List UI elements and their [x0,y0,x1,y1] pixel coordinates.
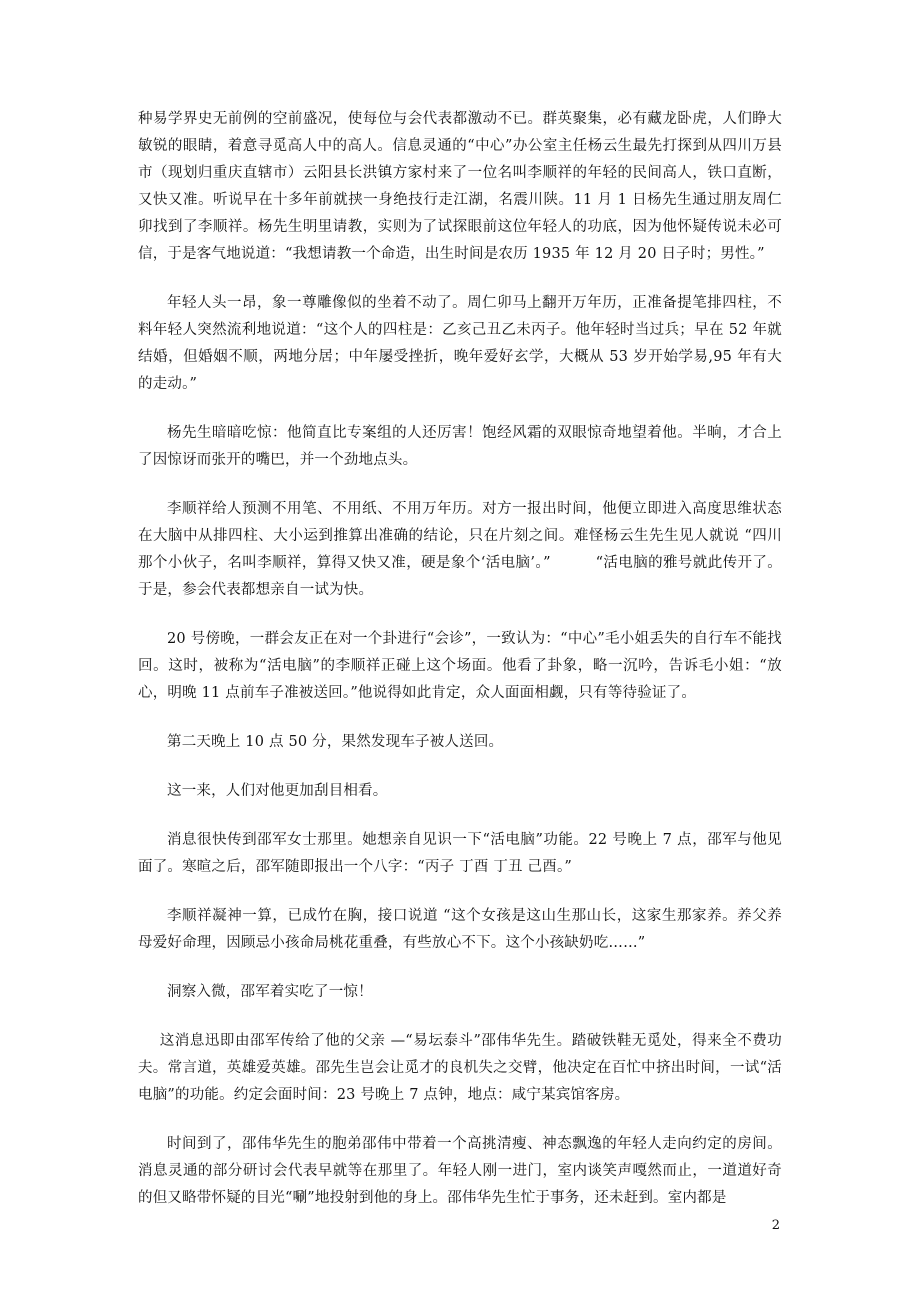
paragraph-gap [138,805,782,827]
page-number: 2 [771,1218,780,1233]
paragraph-gap [138,1006,782,1028]
document-page [138,106,782,1212]
paragraph-gap [138,398,782,420]
paragraph-gap [138,881,782,903]
paragraph-12: 时间到了，邵伟华先生的胞弟邵伟中带着一个高挑清瘦、神态飘逸的年轻人走向约定的房间。消息灵通的部分研讨会代表早就等在那里了。年轻人刚一进门，室内谈笑声嘎然而止，一道道好奇的但又略带怀疑的目光“唰”地投射到他的身上。邵伟华先生忙于事务，还未赶到。室内都是 [138,1136,782,1206]
paragraph-gap [138,474,782,496]
paragraph-9: 李顺祥凝神一算，已成竹在胸，接口说道 “这个女孩是这山生那山长，这家生那家养。养父养母爱好命理，因顾忌小孩命局桃花重叠，有些放心不下。这个小孩缺奶吃……” [138,908,782,951]
paragraph-1: 种易学界史无前例的空前盛况，使每位与会代表都激动不已。群英聚集，必有藏龙卧虎，人们睁大敏锐的眼睛，着意寻觅高人中的高人。信息灵通的“中心”办公室主任杨云生最先打探到从四川万县市（现划归重庆直辖市）云阳县长洪镇方家村来了一位名叫李顺祥的年轻的民间高人，铁口直断，又快又准。听说早在十多年前就挟一身绝技行走江湖，名震川陕。11 月 1 日杨先生通过朋友周仁卯找到了李顺祥。杨先生明里请教，实则为了试探眼前这位年轻人的功底，因为他怀疑传说未必可信，于是客气地说道：“我想请教一个命造，出生时间是农历 1935 年 12 月 20 日子时；男性。” [138,111,782,262]
paragraph-2: 年轻人头一昂，象一尊雕像似的坐着不动了。周仁卯马上翻开万年历，正准备提笔排四柱，不料年轻人突然流利地说道：“这个人的四柱是：乙亥己丑乙未丙子。他年轻时当过兵；早在 52 年就结婚，但婚姻不顺，两地分居；中年屡受挫折，晚年爱好玄学，大概从 53 岁开始学易,95 年有大的走动。” [138,295,782,392]
paragraph-10: 洞察入微，邵军着实吃了一惊！ [167,984,373,1000]
paragraph-gap [138,957,782,979]
paragraph-gap [138,268,782,290]
paragraph-gap [138,604,782,626]
paragraph-4: 李顺祥给人预测不用笔、不用纸、不用万年历。对方一报出时间，他便立即进入高度思维状态 在大脑中从排四柱、大小运到推算出准确的结论，只在片刻之间。难怪杨云生先生见人就说 “四川那个小伙子，名叫李顺祥，算得又快又准，硬是象个‘活电脑’。” “活电脑的雅号就此传开了。于是，参会代表都想亲自一试为快。 [138,501,782,598]
paragraph-3: 杨先生暗暗吃惊：他简直比专案组的人还厉害！饱经风霜的双眼惊奇地望着他。半晌，才合上了因惊讶而张开的嘴巴，并一个劲地点头。 [138,425,782,468]
paragraph-6: 第二天晚上 10 点 50 分，果然发现车子被人送回。 [167,734,504,750]
paragraph-5: 20 号傍晚，一群会友正在对一个卦进行“会诊”，一致认为：“中心”毛小姐丢失的自行车不能找回。这时，被称为“活电脑”的李顺祥正碰上这个场面。他看了卦象，略一沉吟，告诉毛小姐：“放心，明晚 11 点前车子准被送回。”他说得如此肯定，众人面面相觑，只有等待验证了。 [138,631,782,701]
paragraph-8: 消息很快传到邵军女士那里。她想亲自见识一下“活电脑”功能。22 号晚上 7 点，邵军与他见面了。寒暄之后，邵军随即报出一个八字：“丙子 丁酉 丁丑 己酉。” [138,832,782,875]
paragraph-gap [138,707,782,729]
paragraph-11: 这消息迅即由邵军传给了他的父亲 —“易坛泰斗”邵伟华先生。踏破铁鞋无觅处，得来全不费功夫。常言道，英雄爱英雄。邵先生岂会让觅才的良机失之交臂，他决定在百忙中挤出时间，一试“活电脑”的功能。约定会面时间：23 号晚上 7 点钟，地点：咸宁某宾馆客房。 [138,1033,782,1103]
paragraph-gap [138,756,782,778]
paragraph-gap [138,1109,782,1131]
paragraph-7: 这一来，人们对他更加刮目相看。 [167,783,388,799]
